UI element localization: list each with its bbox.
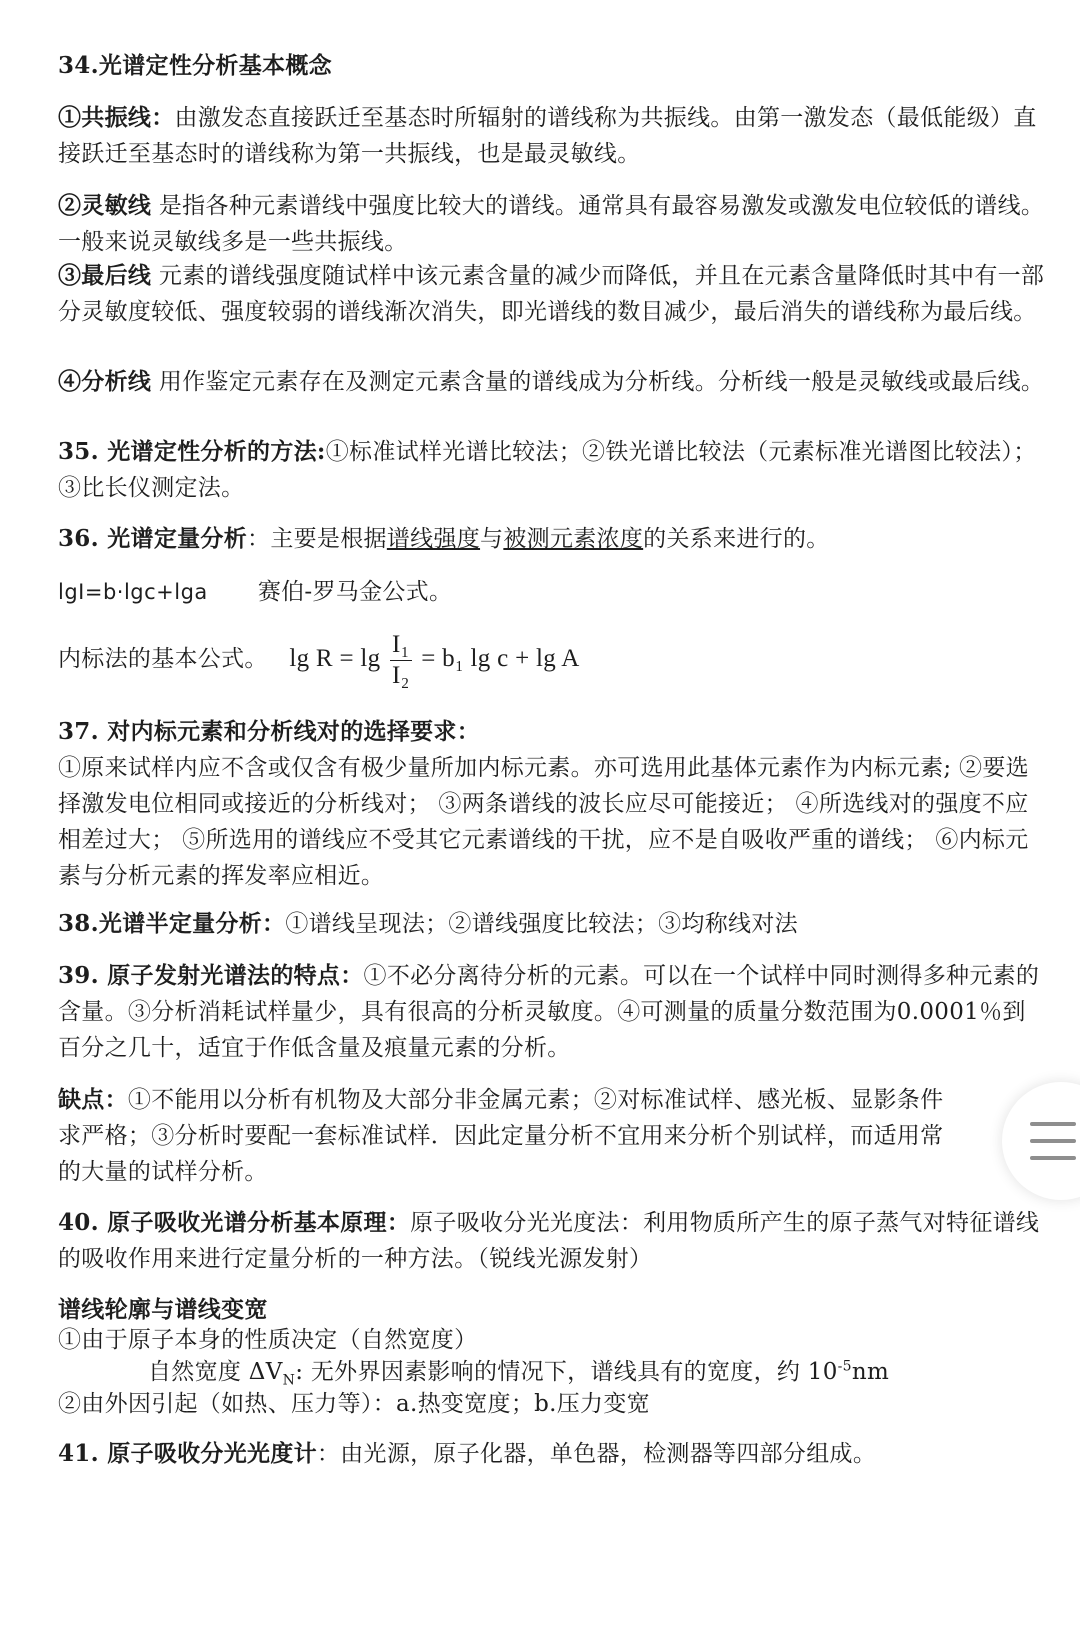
fraction-numerator: I₁ [390, 630, 412, 661]
cons-label: 缺点： [58, 1086, 128, 1113]
section-40 [58, 1205, 1048, 1277]
natural-width-b: : 无外界因素影响的情况下，谱线具有的宽度，约 10 [295, 1359, 838, 1385]
section-40-text: 原子吸收分光光度法：利用物质所产生的原子蒸气对特征谱线的吸收作用来进行定量分析的一种方法。（锐线光源发射） [58, 1210, 1040, 1272]
last-line-text: 元素的谱线强度随试样中该元素含量的减少而降低，并且在元素含量降低时其中有一部分灵敏度较低、强度较弱的谱线渐次消失，即光谱线的数目减少，最后消失的谱线称为最后线。 [58, 263, 1045, 325]
section-36-text-b: 与 [480, 526, 504, 552]
formula-name: 赛伯-罗马金公式。 [257, 579, 453, 605]
cons-text: ①不能用以分析有机物及大部分非金属元素；②对标准试样、感光板、显影条件求严格；③分析时要配一套标准试样．因此定量分析不宜用来分析个别试样，而适用常的大量的试样分析。 [58, 1087, 944, 1185]
scheibe-lomakin-formula: lgI=b·lgc+lga [58, 580, 208, 604]
sensitive-line-label: ②灵敏线 [58, 192, 152, 219]
section-39-cons [58, 1082, 958, 1190]
resonance-line-text: 由激发态直接跃迁至基态时所辐射的谱线称为共振线。由第一激发态（最低能级）直接跃迁至基态时的谱线称为第一共振线，也是最灵敏线。 [58, 105, 1037, 167]
section-37-title: 37. 对内标元素和分析线对的选择要求： [58, 718, 481, 745]
menu-bar-top [1030, 1122, 1076, 1126]
broadening-item-1: ①由于原子本身的性质决定（自然宽度） [58, 1327, 478, 1353]
resonance-line-paragraph [58, 100, 1048, 172]
formula-right: = b₁ lg c + lg A [421, 645, 580, 672]
broadening-item-2: ②由外因引起（如热、压力等）：a.热变宽度；b.压力变宽 [58, 1391, 650, 1417]
section-41-label: 41. 原子吸收分光光度计 [58, 1440, 317, 1467]
natural-width-line [58, 1354, 1080, 1390]
section-38 [58, 906, 1048, 942]
formula-row-2 [58, 624, 1048, 694]
natural-width-sub: N [282, 1372, 296, 1389]
section-39-text: ①不必分离待分析的元素。可以在一个试样中同时测得多种元素的含量。③分析消耗试样量少，具有很高的分析灵敏度。④可测量的质量分数范围为0.0001％到百分之几十，适宜于作低含量及痕量元素的分析。 [58, 963, 1040, 1061]
menu-bar-middle [1030, 1139, 1076, 1143]
analysis-line-label: ④分析线 [58, 368, 152, 395]
natural-width-sup: -5 [837, 1358, 852, 1375]
formula-row-1 [58, 574, 1048, 610]
section-36 [58, 521, 1048, 557]
intensity-ratio-fraction [390, 630, 412, 691]
natural-width-a: 自然宽度 ΔV [148, 1359, 283, 1385]
section-37-text: ①原来试样内应不含或仅含有极少量所加内标元素。亦可选用此基体元素作为内标元素; ②要选择激发电位相同或接近的分析线对； ③两条谱线的波长应尽可能接近； ④所选线对的强度不应相差过大； ⑤所选用的谱线应不受其它元素谱线的干扰，应不是自吸收严重的谱线； ⑥内标元素与分析元素的挥发率应相近。 [58, 755, 1029, 889]
formula-left: lg R = lg [289, 645, 381, 672]
line-profile-subtitle: 谱线轮廓与谱线变宽 [58, 1296, 268, 1323]
underline-element-concentration: 被测元素浓度 [503, 526, 644, 552]
section-39-label: 39. 原子发射光谱法的特点： [58, 962, 364, 989]
natural-width-unit: nm [851, 1359, 890, 1385]
section-38-label: 38.光谱半定量分析： [58, 910, 286, 937]
section-38-text: ①谱线呈现法；②谱线强度比较法；③均称线对法 [285, 911, 798, 937]
sensitive-line-paragraph [58, 188, 1048, 260]
section-35 [58, 434, 1048, 506]
section-35-text: ①标准试样光谱比较法；②铁光谱比较法（元素标准光谱图比较法）；③比长仪测定法。 [58, 439, 1037, 501]
last-line-label: ③最后线 [58, 262, 152, 289]
internal-standard-formula [289, 630, 580, 689]
section-36-text-a: ：主要是根据 [247, 526, 387, 552]
resonance-line-label: ①共振线： [58, 104, 175, 131]
section-39 [58, 958, 1048, 1066]
section-41-text: ：由光源，原子化器，单色器，检测器等四部分组成。 [316, 1441, 877, 1467]
section-41 [58, 1436, 1048, 1472]
section-35-label: 35. 光谱定性分析的方法: [58, 438, 326, 465]
hamburger-menu-icon[interactable] [1002, 1082, 1080, 1200]
section-36-label: 36. 光谱定量分析 [58, 525, 248, 552]
section-34-title: 34.光谱定性分析基本概念 [58, 52, 332, 79]
last-line-paragraph [58, 258, 1048, 330]
analysis-line-paragraph [58, 364, 1048, 400]
underline-line-intensity: 谱线强度 [386, 526, 481, 552]
section-40-label: 40. 原子吸收光谱分析基本原理： [58, 1209, 411, 1236]
internal-standard-label: 内标法的基本公式。 [58, 646, 268, 672]
sensitive-line-text: 是指各种元素谱线中强度比较大的谱线。通常具有最容易激发或激发电位较低的谱线。一般来说灵敏线多是一些共振线。 [58, 193, 1045, 255]
fraction-denominator: I₂ [392, 661, 410, 689]
section-36-text-c: 的关系来进行的。 [643, 526, 830, 552]
analysis-line-text: 用作鉴定元素存在及测定元素含量的谱线成为分析线。分析线一般是灵敏线或最后线。 [151, 369, 1045, 395]
menu-bar-bottom [1030, 1156, 1076, 1160]
